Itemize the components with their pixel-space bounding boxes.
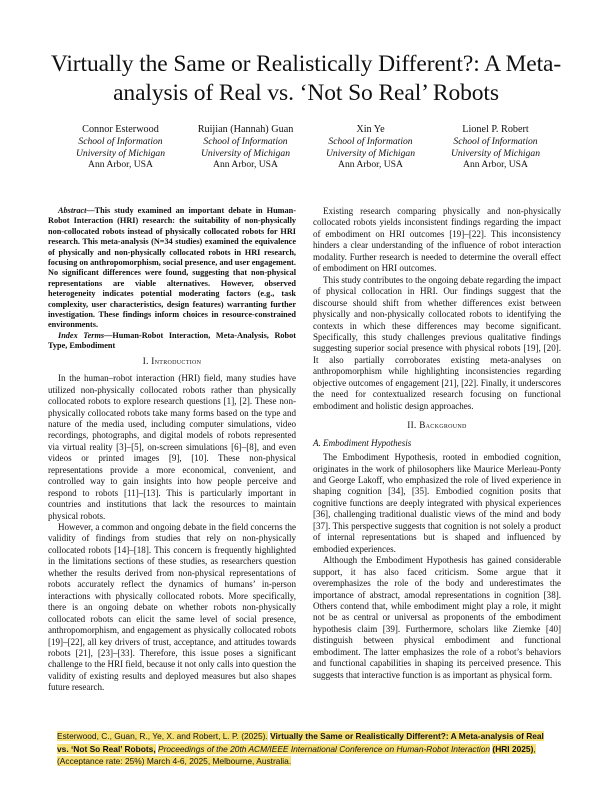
author-block — [58, 123, 558, 171]
abstract-text: —This study examined an important debate in Human-Robot Interaction (HRI) research: the suitability of non-physically non-collocated robots instead of physically collocated robots for HRI research. This meta-analysis (N=34 studies) examined the equivalence of physically and non-physically collocated robots in HRI research, focusing on anthropomorphism, social presence, and user engagement. No significant differences were found, suggesting that non-physical representations are viable alternatives. However, observed heterogeneity indicates potential moderating factors (e.g., task complexity, user characteristics, design features) warranting further investigation. These findings inform choices in resource-constrained environments. — [48, 206, 296, 330]
abstract — [48, 206, 296, 331]
author-dept: School of Information — [203, 136, 288, 147]
author-loc: Ann Arbor, USA — [463, 159, 528, 171]
paragraph: This study contributes to the ongoing debate regarding the impact of physical collocation in HRI. Our findings suggest that the discourse should shift from whether differences exist between physically and non-physically collocated robots to identifying the contexts in which these differences may become significant. Specifically, this study challenges previous qualitative findings suggesting superior social presence with physical robots [19], [20]. It also partially corroborates existing meta-analyses on anthropomorphism while highlighting inconsistencies regarding objective outcomes of engagement [21], [22]. Finally, it underscores the need for contextualized research focusing on functional embodiment and holistic design approaches. — [313, 274, 561, 411]
author-name: Ruijian (Hannah) Guan — [197, 124, 294, 135]
author-univ: University of Michigan — [451, 147, 540, 159]
author-univ: University of Michigan — [326, 147, 415, 159]
section-heading-introduction: I. Introduction — [142, 355, 202, 366]
paragraph: The Embodiment Hypothesis, rooted in embodied cognition, originates in the work of philosophers like Maurice Merleau-Ponty and George Lakoff, who emphasized the role of lived experience in shaping cognition [34], [35]. Embodied cognition posits that cognitive functions are deeply integrated with physical experiences [36], challenging traditional dualistic views of the mind and body [37]. This perspective suggests that cognition is not solely a product of internal representations but is shaped and influenced by embodied experiences. — [313, 452, 561, 554]
author-loc: Ann Arbor, USA — [338, 159, 403, 171]
author-univ: University of Michigan — [201, 147, 290, 159]
paragraph: However, a common and ongoing debate in the field concerns the validity of findings from studies that rely on non-physically collocated robots [14]–[18]. This concern is frequently highlighted in the limitations sections of these studies, as researchers question whether the results derived from non-physical representations of robots accurately reflect the dynamics of humans’ in-person interactions with physically collocated robots. More specifically, there is an ongoing debate on whether robots non-physically collocated robots can elicit the same level of social presence, anthropomorphism, and engagement as physically collocated robots [19]–[22], all key drivers of trust, acceptance, and attitudes towards robots [21], [23]–[33]. Therefore, this issue poses a significant challenge to the HRI field, because it not only calls into question the validity of existing results and deployed measures but also shapes future research. — [48, 522, 296, 693]
subsection-heading: A. Embodiment Hypothesis — [313, 437, 412, 448]
author-name: Connor Esterwood — [82, 124, 159, 135]
paragraph: Although the Embodiment Hypothesis has gained considerable support, it has also faced criticism. Some argue that it overemphasizes the role of the body and underestimates the importance of abstract, amodal representations in cognition [38]. Others contend that, while embodiment might play a role, it might not be as central or universal as proponents of the embodiment hypothesis claim [39]. Furthermore, scholars like Ziemke [40] distinguish between physical embodiment and functional embodiment. The latter emphasizes the role of a robot’s behaviors and functional capabilities in shaping its perceived presence. This suggests that interactive function is as important as physical form. — [313, 555, 561, 680]
citation-title: Virtually the Same or Realistically Different?: A Meta-analysis of Real vs. ‘Not So Real’ Robots, — [57, 731, 544, 754]
index-terms-text: —Human-Robot Interaction, Meta-Analysis, Robot Type, Embodiment — [48, 330, 296, 351]
paragraph: Existing research comparing physically and non-physically collocated robots yields inconsistent findings regarding the impact of embodiment on HRI outcomes [19]–[22]. This inconsistency hinders a clear understanding of the influence of robot interaction modality. Further research is needed to determine the overall effect of embodiment on HRI outcomes. — [313, 206, 561, 274]
author-4 — [433, 123, 558, 171]
citation-authors: Esterwood, C., Guan, R., Ye, X. and Robert, L. P. (2025). — [57, 731, 268, 741]
author-univ: University of Michigan — [76, 147, 165, 159]
author-2 — [183, 123, 308, 171]
citation-footer — [57, 730, 557, 768]
citation-tail: , (Acceptance rate: 25%) March 4-6, 2025, Melbourne, Australia. — [57, 743, 536, 767]
author-loc: Ann Arbor, USA — [88, 159, 153, 171]
author-loc: Ann Arbor, USA — [213, 159, 278, 171]
index-terms — [48, 331, 296, 352]
right-column — [313, 206, 561, 681]
index-terms-label: Index Terms — [58, 330, 105, 340]
abstract-label: Abstract — [58, 206, 87, 215]
citation-venue: Proceedings of the 20th ACM/IEEE International Conference on Human-Robot Interaction — [157, 743, 491, 754]
paragraph: In the human–robot interaction (HRI) field, many studies have utilized non-physically collocated robots rather than physically collocated robots to explore research questions [1], [2]. These non-physically collocated robots take many forms based on the type and nature of the media used, including computer simulations, video recordings, photographs, and digital models of robots represented via virtual reality [3]–[5], on-screen simulations [6]–[8], and even videos or printed images [9], [10]. These non-physical representations provide a more economical, convenient, and controlled way to gain insights into how people perceive and respond to robots [11]–[13]. This is particularly important in countries and institutions that lack the resources to maintain physical robots. — [48, 373, 296, 521]
author-name: Lionel P. Robert — [462, 124, 529, 135]
paper-title: Virtually the Same or Realistically Different?: A Meta-analysis of Real vs. ‘Not So Real’ Robots — [50, 51, 562, 106]
author-1 — [58, 123, 183, 171]
citation-abbr: (HRI 2025) — [492, 743, 534, 754]
author-3 — [308, 123, 433, 171]
author-dept: School of Information — [328, 136, 413, 147]
author-dept: School of Information — [453, 136, 538, 147]
author-dept: School of Information — [78, 136, 163, 147]
left-column — [48, 206, 296, 694]
section-heading-background: II. Background — [407, 420, 467, 431]
author-name: Xin Ye — [356, 124, 385, 135]
